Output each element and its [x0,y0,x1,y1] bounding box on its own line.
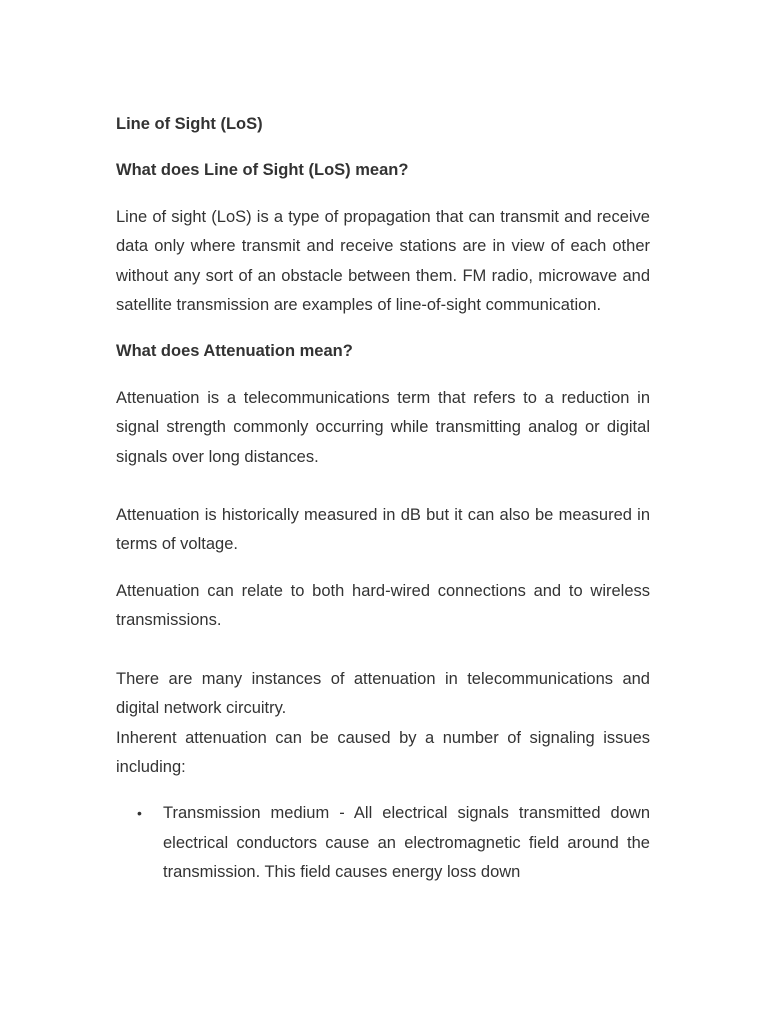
causes-list [116,799,650,887]
paragraph-attenuation-measurement: Attenuation is historically measured in dB but it can also be measured in terms of voltage. [116,506,650,554]
list-item-text: Transmission medium - All electrical signals transmitted down electrical conductors cause an electromagnetic field around the transmission. This field causes energy loss down [163,804,650,882]
paragraph-attenuation-definition: Attenuation is a telecommunications term that refers to a reduction in signal strength commonly occurring while transmitting analog or digital signals over long distances. [116,388,650,466]
paragraph-attenuation-connections: Attenuation can relate to both hard-wired connections and to wireless transmissions. [116,581,650,630]
list-item [137,799,650,887]
document-page [116,110,650,888]
heading-los: What does Line of Sight (LoS) mean? [116,161,409,180]
document-title: Line of Sight (LoS) [116,115,263,133]
paragraph-attenuation-instances: There are many instances of attenuation in telecommunications and digital network circuitry. [116,669,650,718]
bullet-icon: • [137,805,142,822]
paragraph-attenuation-causes: Inherent attenuation can be caused by a number of signaling issues including: [116,728,650,776]
paragraph-los-definition: Line of sight (LoS) is a type of propagation that can transmit and receive data only where transmit and receive stations are in view of each other without any sort of an obstacle between them. FM radio, microwave and satellite transmission are examples of line-of-sight communication. [116,207,650,315]
heading-attenuation: What does Attenuation mean? [116,342,353,361]
